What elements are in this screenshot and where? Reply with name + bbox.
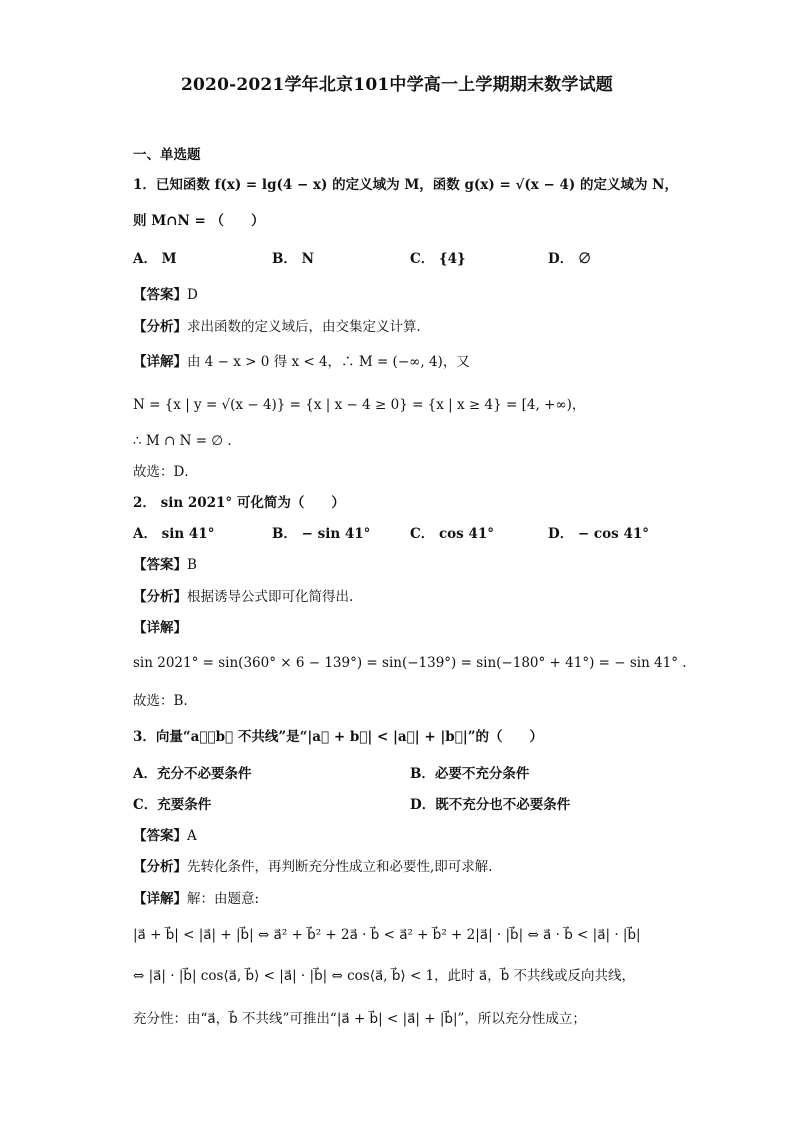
q1-detail-line1	[133, 353, 470, 371]
q3-detail-line1: |a⃗ + b⃗| < |a⃗| + |b⃗| ⇔ a⃗² + b⃗² + 2a⃗ · b⃗ < a⃗² + b⃗² + 2|a⃗| · |b⃗| ⇔ a⃗ · b⃗ < |a⃗| · |b⃗|	[133, 927, 641, 943]
analysis-text: 根据诱导公式即可化简得出.	[187, 589, 354, 605]
q3-answer	[133, 827, 197, 845]
detail-intro-text: 解：由题意:	[187, 891, 260, 907]
q2-option-c: C． cos 41°	[410, 526, 495, 542]
answer-value: B	[187, 557, 197, 573]
q1-detail-line3: ∴ M ∩ N = ∅ ．	[133, 433, 241, 449]
detail-text: 由 4 − x > 0 得 x < 4，∴ M = (−∞, 4)，又	[187, 354, 470, 370]
q3-option-c: C．充要条件	[133, 797, 212, 813]
answer-tag: 【答案】	[133, 557, 187, 573]
q1-answer	[133, 286, 198, 304]
q3-detail-intro	[133, 890, 259, 908]
q2-stem: 2． sin 2021° 可化简为（ ）	[133, 495, 345, 511]
analysis-tag: 【分析】	[133, 319, 187, 335]
q2-answer	[133, 556, 197, 574]
detail-tag: 【详解】	[133, 620, 187, 636]
section-heading: 一、单选题	[133, 147, 201, 163]
q1-stem-line1: 1．已知函数 f(x) = lg(4 − x) 的定义域为 M，函数 g(x) = √(x − 4) 的定义域为 N，	[133, 177, 678, 193]
q1-detail-line2: N = {x | y = √(x − 4)} = {x | x − 4 ≥ 0} = {x | x ≥ 4} = [4, +∞)，	[133, 397, 586, 413]
q1-analysis	[133, 318, 430, 336]
answer-value: A	[187, 828, 197, 844]
q1-option-d: D． ∅	[548, 251, 592, 267]
q2-detail-line1: sin 2021° = sin(360° × 6 − 139°) = sin(−139°) = sin(−180° + 41°) = − sin 41° .	[133, 655, 687, 671]
analysis-text: 求出函数的定义域后，由交集定义计算．	[187, 319, 430, 335]
detail-tag: 【详解】	[133, 891, 187, 907]
q2-detail-heading	[133, 619, 187, 637]
q1-option-b: B． N	[272, 251, 314, 267]
q3-stem: 3．向量“a⃗，b⃗ 不共线”是“|a⃗ + b⃗| < |a⃗| + |b⃗|”的（ ）	[133, 729, 544, 745]
q3-option-d: D．既不充分也不必要条件	[410, 797, 571, 813]
q1-option-a: A． M	[133, 251, 177, 267]
analysis-text: 先转化条件，再判断充分性成立和必要性,即可求解.	[187, 859, 493, 875]
answer-tag: 【答案】	[133, 287, 187, 303]
q3-detail-line3: 充分性：由“a⃗，b⃗ 不共线”可推出“|a⃗ + b⃗| < |a⃗| + |b⃗|”，所以充分性成立；	[133, 1011, 586, 1027]
q3-option-a: A．充分不必要条件	[133, 766, 252, 782]
q2-conclusion: 故选：B.	[133, 693, 188, 709]
q2-option-d: D． − cos 41°	[548, 526, 649, 542]
q3-detail-line2: ⇔ |a⃗| · |b⃗| cos⟨a⃗, b⃗⟩ < |a⃗| · |b⃗| ⇔ cos⟨a⃗, b⃗⟩ < 1，此时 a⃗，b⃗ 不共线或反向共线，	[133, 968, 636, 984]
analysis-tag: 【分析】	[133, 589, 187, 605]
answer-tag: 【答案】	[133, 828, 187, 844]
q1-option-c: C． {4}	[410, 251, 466, 267]
analysis-tag: 【分析】	[133, 859, 187, 875]
page-title: 2020-2021学年北京101中学高一上学期期末数学试题	[181, 75, 613, 95]
q1-conclusion: 故选：D．	[133, 464, 198, 480]
q3-option-b: B．必要不充分条件	[410, 766, 530, 782]
q2-analysis	[133, 588, 353, 606]
q2-option-a: A． sin 41°	[133, 526, 215, 542]
q1-stem-line2: 则 M∩N = （ ）	[133, 213, 265, 229]
q2-option-b: B． − sin 41°	[272, 526, 371, 542]
answer-value: D	[187, 287, 198, 303]
q3-analysis	[133, 858, 493, 876]
detail-tag: 【详解】	[133, 354, 187, 370]
